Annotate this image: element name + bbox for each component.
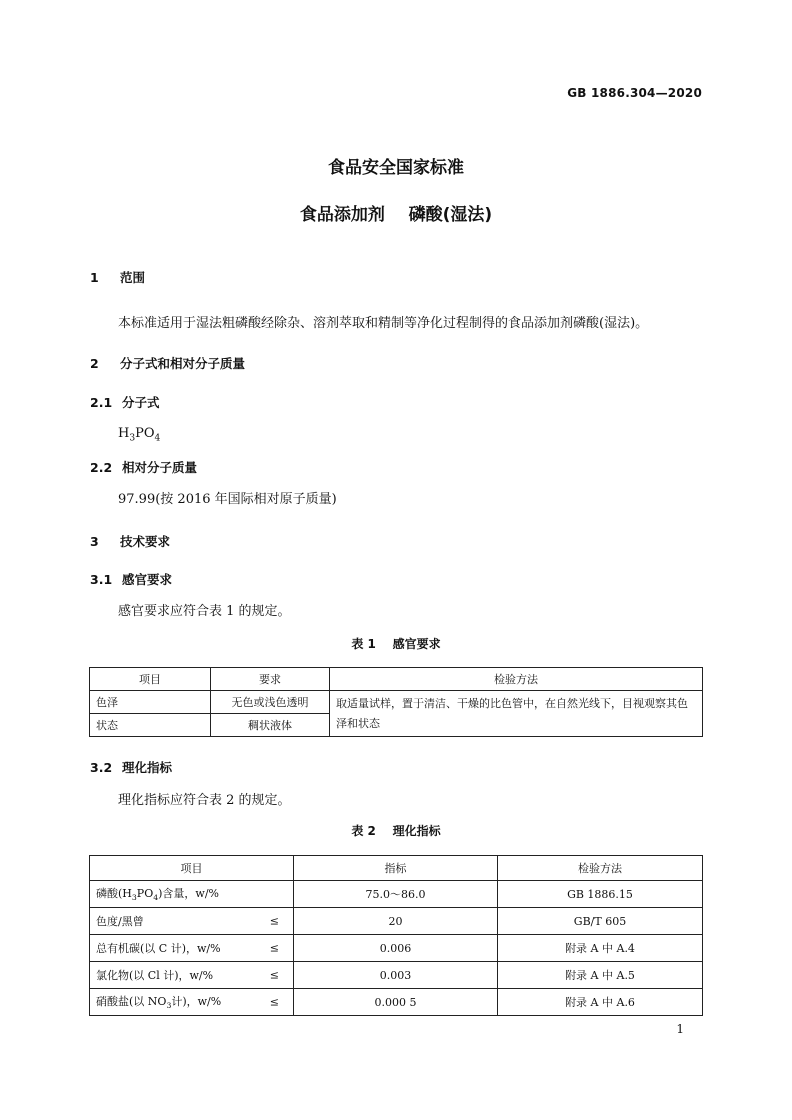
column-header: 检验方法 (498, 856, 703, 881)
section-3-1-text: 感官要求应符合表 1 的规定。 (118, 604, 291, 619)
section-2-2-heading (90, 458, 197, 476)
table-cell-item: 总有机碳(以 C 计)，w/% ≤ (90, 935, 294, 962)
section-title: 技术要求 (120, 534, 171, 549)
section-title: 相对分子质量 (122, 460, 198, 475)
table-cell-item: 色泽 (90, 691, 211, 714)
table-cell-value: 0.006 (294, 935, 498, 962)
section-number: 2 (90, 356, 99, 371)
less-equal-symbol: ≤ (269, 995, 279, 1009)
table-cell-method: 附录 A 中 A.6 (498, 989, 703, 1016)
table-1-caption: 表 1 感官要求 (351, 637, 441, 651)
column-header: 项目 (90, 668, 211, 691)
section-title: 范围 (120, 270, 146, 285)
table-cell-value: 75.0～86.0 (294, 881, 498, 908)
section-number: 2.2 (90, 460, 113, 475)
table-cell-item: 硝酸盐(以 $NO_3$计)，w/% ≤ (90, 989, 294, 1016)
table-2 (89, 855, 703, 1016)
section-3-1-heading (90, 570, 172, 588)
section-title: 感官要求 (122, 572, 173, 587)
table-cell-item: 磷酸$(H_3PO_4)$含量，w/% (90, 881, 294, 908)
section-number: 2.1 (90, 395, 113, 410)
table-cell-value: 0.003 (294, 962, 498, 989)
table-cell-item: 色度/黑曾 ≤ (90, 908, 294, 935)
table-cell-item: 氯化物(以 Cl 计)，w/% ≤ (90, 962, 294, 989)
table-row (90, 881, 703, 908)
table-cell-requirement: 无色或浅色透明 (211, 691, 330, 714)
less-equal-symbol: ≤ (269, 968, 279, 982)
less-equal-symbol: ≤ (269, 941, 279, 955)
document-title: 食品安全国家标准 (328, 158, 464, 178)
molecular-formula: $H_3PO_4$ (118, 426, 161, 444)
table-header-row (90, 856, 703, 881)
table-row (90, 962, 703, 989)
column-header: 要求 (211, 668, 330, 691)
section-title: 分子式和相对分子质量 (120, 356, 246, 371)
table-1 (89, 667, 703, 737)
table-cell-requirement: 稠状液体 (211, 714, 330, 737)
section-3-2-text: 理化指标应符合表 2 的规定。 (118, 793, 291, 808)
section-number: 1 (90, 270, 99, 285)
standard-number: GB 1886.304—2020 (567, 86, 702, 100)
section-3-heading (90, 532, 170, 550)
table-cell-method: GB 1886.15 (498, 881, 703, 908)
section-2-heading (90, 354, 245, 372)
table-row (90, 989, 703, 1016)
table-cell-value: 20 (294, 908, 498, 935)
table-cell-value: 0.000 5 (294, 989, 498, 1016)
section-1-heading (90, 268, 145, 286)
section-number: 3 (90, 534, 99, 549)
section-1-text: 本标准适用于湿法粗磷酸经除杂、溶剂萃取和精制等净化过程制得的食品添加剂磷酸(湿法)。 (118, 316, 649, 331)
column-header: 检验方法 (330, 668, 703, 691)
table-row (90, 691, 703, 714)
table-row (90, 908, 703, 935)
molecular-mass: 97.99(按 2016 年国际相对原子质量) (118, 492, 337, 507)
table-cell-method: 附录 A 中 A.4 (498, 935, 703, 962)
table-cell-method: GB/T 605 (498, 908, 703, 935)
section-2-1-heading (90, 393, 160, 411)
column-header: 项目 (90, 856, 294, 881)
table-row (90, 935, 703, 962)
table-cell-method: 取适量试样，置于清洁、干燥的比色管中，在自然光线下，目视观察其色泽和状态 (330, 691, 703, 737)
table-2-caption: 表 2 理化指标 (351, 824, 441, 838)
less-equal-symbol: ≤ (269, 914, 279, 928)
table-cell-item: 状态 (90, 714, 211, 737)
section-number: 3.1 (90, 572, 113, 587)
section-number: 3.2 (90, 760, 113, 775)
section-title: 分子式 (122, 395, 160, 410)
section-title: 理化指标 (122, 760, 173, 775)
section-3-2-heading (90, 758, 172, 776)
column-header: 指标 (294, 856, 498, 881)
table-header-row (90, 668, 703, 691)
document-subtitle: 食品添加剂 磷酸(湿法) (299, 205, 493, 225)
page-number: 1 (676, 1022, 684, 1036)
table-cell-method: 附录 A 中 A.5 (498, 962, 703, 989)
